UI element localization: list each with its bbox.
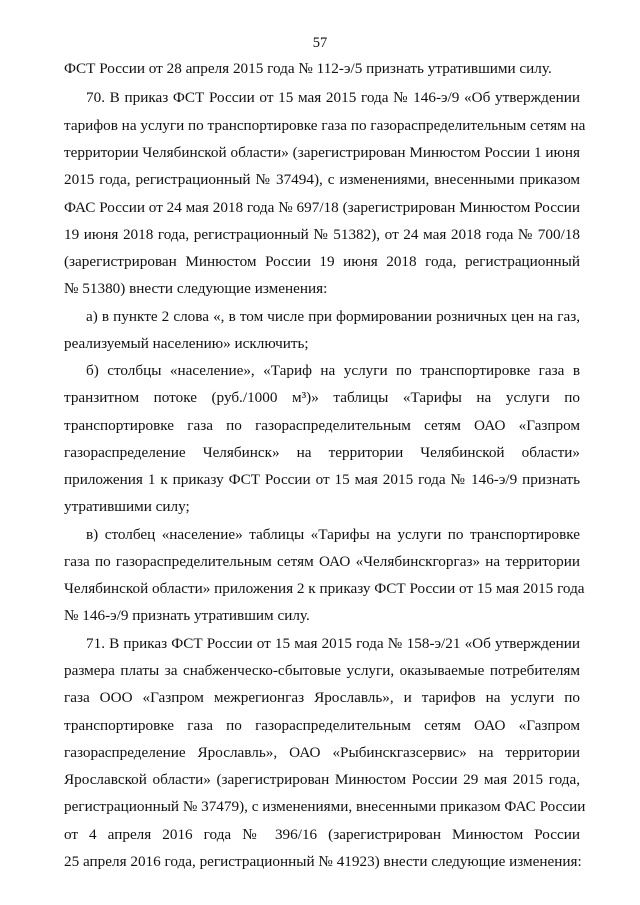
- text-line: 2015 года, регистрационный № 37494), с изменениями, внесенными приказом: [64, 171, 580, 188]
- page-number: 57: [312, 35, 328, 51]
- text-line: 25 апреля 2016 года, регистрационный № 41923) внести следующие изменения:: [64, 853, 582, 870]
- text-line: территории Челябинской области» (зарегистрирован Минюстом России 1 июня: [64, 144, 580, 161]
- text-line: № 146-э/9 признать утратившим силу.: [64, 607, 310, 624]
- text-line: Челябинской области» приложения 2 к приказу ФСТ России от 15 мая 2015 года: [64, 580, 585, 597]
- text-line: транспортировке газа по газораспределительным сетям ОАО «Газпром: [64, 717, 580, 734]
- text-line: газа по газораспределительным сетям ОАО «Челябинскгоргаз» на территории: [64, 553, 580, 570]
- text-line: транспортировке газа по газораспределительным сетям ОАО «Газпром: [64, 417, 580, 434]
- text-line: б) столбцы «население», «Тариф на услуги по транспортировке газа в: [86, 362, 580, 379]
- text-line: 71. В приказ ФСТ России от 15 мая 2015 года № 158-э/21 «Об утверждении: [86, 635, 580, 652]
- text-line: газораспределение Челябинск» на территории Челябинской области»: [64, 444, 580, 461]
- text-line: ФАС России от 24 мая 2018 года № 697/18 (зарегистрирован Минюстом России: [64, 199, 580, 216]
- text-line: а) в пункте 2 слова «, в том числе при формировании розничных цен на газ,: [86, 308, 580, 325]
- text-line: утратившими силу;: [64, 498, 190, 515]
- text-line: Ярославской области» (зарегистрирован Минюстом России 29 мая 2015 года,: [64, 771, 580, 788]
- text-line: от 4 апреля 2016 года № 396/16 (зарегистрирован Минюстом России: [64, 826, 580, 843]
- text-line: тарифов на услуги по транспортировке газа по газораспределительным сетям на: [64, 117, 586, 134]
- text-line: регистрационный № 37479), с изменениями, внесенными приказом ФАС России: [64, 798, 586, 815]
- text-line: газа ООО «Газпром межрегионгаз Ярославль», и тарифов на услуги по: [64, 689, 580, 706]
- text-line: транзитном потоке (руб./1000 м³)» таблицы «Тарифы на услуги по: [64, 389, 580, 406]
- text-line: газораспределение Ярославль», ОАО «Рыбинскгазсервис» на территории: [64, 744, 580, 761]
- text-line: реализуемый населению» исключить;: [64, 335, 309, 352]
- text-line: размера платы за снабженческо-сбытовые услуги, оказываемые потребителям: [64, 662, 580, 679]
- text-line: № 51380) внести следующие изменения:: [64, 280, 328, 297]
- text-line: (зарегистрирован Минюстом России 19 июня 2018 года, регистрационный: [64, 253, 580, 270]
- text-line: в) столбец «население» таблицы «Тарифы на услуги по транспортировке: [86, 526, 580, 543]
- text-line: ФСТ России от 28 апреля 2015 года № 112-э/5 признать утратившими силу.: [64, 60, 552, 77]
- text-line: 19 июня 2018 года, регистрационный № 51382), от 24 мая 2018 года № 700/18: [64, 226, 580, 243]
- text-line: 70. В приказ ФСТ России от 15 мая 2015 года № 146-э/9 «Об утверждении: [86, 89, 580, 106]
- text-line: приложения 1 к приказу ФСТ России от 15 мая 2015 года № 146-э/9 признать: [64, 471, 580, 488]
